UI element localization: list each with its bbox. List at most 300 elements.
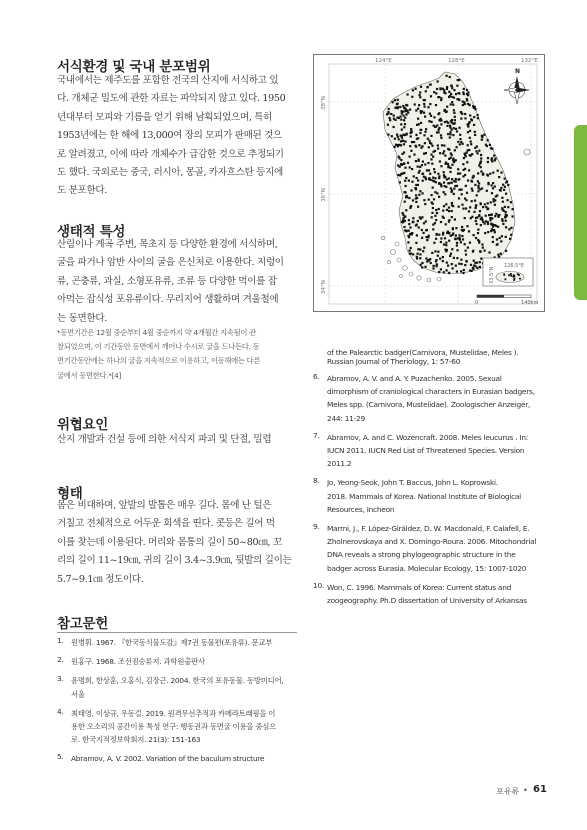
occurrence-point [496,243,498,245]
reference-item [313,476,545,516]
occurrence-point [423,134,425,136]
occurrence-point [418,160,420,162]
occurrence-point [443,91,445,93]
occurrence-point [507,199,509,201]
occurrence-point [501,218,503,220]
occurrence-point [442,152,444,154]
occurrence-point [459,234,461,236]
occurrence-point [406,196,408,198]
occurrence-point [470,180,472,182]
occurrence-point [444,185,446,187]
occurrence-point [477,190,479,192]
occurrence-point [437,148,439,150]
occurrence-point [440,237,442,239]
occurrence-point [448,240,450,242]
occurrence-point [388,108,390,110]
occurrence-point [440,137,442,139]
occurrence-point [401,110,403,112]
occurrence-point [420,86,422,88]
occurrence-point [460,241,462,243]
occurrence-point [450,187,452,189]
occurrence-point [500,253,502,255]
occurrence-point [496,238,498,240]
occurrence-point [411,96,413,98]
occurrence-point [404,201,406,203]
occurrence-point [491,184,493,186]
occurrence-point [483,223,485,225]
occurrence-point [507,184,509,186]
occurrence-point [451,204,453,206]
occurrence-point [473,260,475,262]
occurrence-point [445,161,447,163]
occurrence-point [448,219,450,221]
occurrence-point [487,161,489,163]
occurrence-point [418,226,420,228]
occurrence-point [473,234,475,236]
occurrence-point [415,146,417,148]
reference-text-line: 서울 [71,689,85,699]
occurrence-point [493,200,495,202]
occurrence-point [428,169,430,171]
occurrence-point [434,171,436,173]
occurrence-point [393,126,395,128]
jeju-occurrence-point [503,274,505,276]
occurrence-point [454,119,456,121]
occurrence-point [451,85,453,87]
occurrence-point [407,162,409,164]
occurrence-point [446,232,448,234]
reference-number: 8. [313,476,320,486]
occurrence-point [432,177,434,179]
occurrence-point [450,93,452,95]
occurrence-point [416,177,418,179]
occurrence-point [440,221,442,223]
occurrence-point [454,116,456,118]
jeju-occurrence-point [510,273,512,275]
occurrence-point [421,216,423,218]
references-divider [57,632,297,633]
occurrence-point [464,217,466,219]
occurrence-point [404,216,406,218]
occurrence-point [478,240,480,242]
occurrence-point [426,239,428,241]
occurrence-point [429,173,431,175]
occurrence-point [471,216,473,218]
occurrence-point [476,223,478,225]
occurrence-point [449,255,451,257]
occurrence-point [449,131,451,133]
occurrence-point [404,167,406,169]
habitat-line: 국내에서는 제주도를 포함한 전국의 산지에 서식하고 있 [57,75,279,86]
occurrence-point [409,145,411,147]
occurrence-point [460,111,462,113]
occurrence-point [411,168,413,170]
reference-text-line: DNA reveals a strong phylogeographic structure in the [327,550,516,560]
occurrence-point [469,137,471,139]
occurrence-point [491,160,493,162]
occurrence-point [461,235,463,237]
occurrence-point [407,241,409,243]
occurrence-point [417,166,419,168]
occurrence-point [427,162,429,164]
occurrence-point [467,149,469,151]
occurrence-point [442,88,444,90]
occurrence-point [438,127,440,129]
occurrence-point [422,192,424,194]
occurrence-point [434,177,436,179]
occurrence-point [419,96,421,98]
occurrence-point [427,86,429,88]
occurrence-point [430,135,432,137]
occurrence-point [419,91,421,93]
occurrence-point [464,153,466,155]
occurrence-point [457,173,459,175]
occurrence-point [496,194,498,196]
occurrence-point [443,145,445,147]
map-lon-label-124: 124°E [375,58,392,64]
occurrence-point [439,258,441,260]
occurrence-point [454,238,456,240]
occurrence-point [440,241,442,243]
occurrence-point [387,112,389,114]
occurrence-point [442,210,444,212]
occurrence-point [433,242,435,244]
occurrence-point [413,175,415,177]
occurrence-point [446,262,448,264]
occurrence-point [480,258,482,260]
occurrence-point [445,242,447,244]
occurrence-point [480,157,482,159]
occurrence-point [451,202,453,204]
occurrence-point [390,113,392,115]
occurrence-point [400,159,402,161]
occurrence-point [430,158,432,160]
occurrence-point [431,252,433,254]
occurrence-point [488,251,490,253]
occurrence-point [412,221,414,223]
occurrence-point [391,135,393,137]
occurrence-point [485,220,487,222]
occurrence-point [423,247,425,249]
occurrence-point [402,115,404,117]
occurrence-point [482,247,484,249]
occurrence-point [484,250,486,252]
occurrence-point [433,265,435,267]
occurrence-point [464,117,466,119]
occurrence-point [505,236,507,238]
occurrence-point [404,220,406,222]
occurrence-point [491,192,493,194]
reference-text-line: IUCN 2011. IUCN Red List of Threatened Species. Version [327,446,525,456]
reference-text-line: Abramov, A. and C. Wozencraft. 2008. Meles leucurus . In: [327,432,529,442]
occurrence-point [401,112,403,114]
occurrence-point [458,263,460,265]
occurrence-point [394,107,396,109]
occurrence-point [399,106,401,108]
reference-text-line: 윤명희, 한상훈, 오홍식, 김장근. 2004. 한국의 포유동물. 동방미디어, [71,676,284,686]
occurrence-point [416,124,418,126]
occurrence-point [417,206,419,208]
occurrence-point [440,268,442,270]
jeju-occurrence-point [519,278,521,280]
occurrence-point [451,210,453,212]
reference-number: 9. [313,522,320,532]
occurrence-point [406,133,408,135]
occurrence-point [467,179,469,181]
occurrence-point [443,205,445,207]
reference-item [313,522,545,575]
occurrence-point [489,217,491,219]
occurrence-point [454,149,456,151]
occurrence-point [450,157,452,159]
reference-text-line: Won, C. 1996. Mammals of Korea: Current status and [327,582,512,592]
ecology-line: 아먹는 잡식성 포유류이다. 무리지어 생활하며 겨울철에 [57,294,279,306]
occurrence-point [443,182,445,184]
occurrence-point [401,137,403,139]
occurrence-point [408,230,410,232]
occurrence-point [404,117,406,119]
occurrence-point [480,170,482,172]
reference-item [313,372,545,425]
occurrence-point [503,189,505,191]
occurrence-point [431,194,433,196]
occurrence-point [446,121,448,123]
occurrence-point [446,75,448,77]
jeju-inset [483,258,533,286]
occurrence-point [428,199,430,201]
occurrence-point [492,241,494,243]
occurrence-point [450,120,452,122]
reference-text-line: zoogeography. Ph.D dissertation of University of Arkansas [327,596,527,606]
morphology-heading: 형태 [57,486,83,502]
occurrence-point [447,265,449,267]
occurrence-point [504,206,506,208]
occurrence-point [437,80,439,82]
occurrence-point [456,146,458,148]
reference-number: 3. [57,674,64,684]
occurrence-point [476,262,478,264]
habitat-text [57,72,297,201]
occurrence-point [410,131,412,133]
north-label: N [515,68,521,75]
occurrence-point [412,89,414,91]
reference-number: 10. [313,580,325,590]
reference-text-line: Meles spp. (Carnivora, Mustelidae). Zoologischer Anzeiger, [327,400,531,410]
occurrence-point [510,227,512,229]
occurrence-point [425,257,427,259]
occurrence-point [449,136,451,138]
occurrence-point [501,235,503,237]
occurrence-point [448,210,450,212]
morphology-line: 몸은 비대하며, 앞발의 발톱은 매우 길다. 몸에 난 털은 [57,500,272,511]
occurrence-point [442,232,444,234]
occurrence-point [490,201,492,203]
occurrence-point [505,193,507,195]
occurrence-point [479,188,481,190]
occurrence-point [458,189,460,191]
reference-continuation-line: of the Palearctic badger(Carnivora, Mustelidae, Meles ). [327,348,519,357]
occurrence-point [452,228,454,230]
occurrence-point [487,202,489,204]
occurrence-point [446,269,448,271]
occurrence-point [423,103,425,105]
occurrence-point [437,251,439,253]
threats-text [57,431,297,449]
habitat-line: 년대부터 모피와 기름을 얻기 위해 남획되었으며, 특히 [57,111,273,123]
occurrence-point [500,187,502,189]
occurrence-point [452,234,454,236]
occurrence-point [458,197,460,199]
reference-continuation-line: Russian Journal of Theriology, 1: 57-60 [327,357,461,366]
occurrence-point [500,189,502,191]
occurrence-point [460,270,462,272]
occurrence-point [419,257,421,259]
occurrence-point [461,263,463,265]
occurrence-point [438,208,440,210]
occurrence-point [442,256,444,258]
occurrence-point [458,127,460,129]
occurrence-point [485,206,487,208]
occurrence-point [463,269,465,271]
occurrence-point [412,199,414,201]
occurrence-point [504,216,506,218]
occurrence-point [483,134,485,136]
occurrence-point [505,220,507,222]
occurrence-point [461,204,463,206]
occurrence-point [478,182,480,184]
occurrence-point [451,129,453,131]
map-lon-label-132: 132°E [521,58,538,64]
occurrence-point [508,228,510,230]
occurrence-point [437,144,439,146]
occurrence-point [399,116,401,118]
occurrence-point [449,76,451,78]
occurrence-point [417,108,419,110]
occurrence-point [489,144,491,146]
occurrence-point [402,219,404,221]
occurrence-point [412,253,414,255]
occurrence-point [443,176,445,178]
occurrence-point [407,93,409,95]
occurrence-point [466,192,468,194]
occurrence-point [434,215,436,217]
occurrence-point [506,180,508,182]
occurrence-point [409,166,411,168]
occurrence-point [474,184,476,186]
occurrence-point [466,152,468,154]
occurrence-point [424,131,426,133]
occurrence-point [450,103,452,105]
occurrence-point [441,144,443,146]
page-number: 61 [533,784,547,795]
occurrence-point [487,157,489,159]
occurrence-point [454,218,456,220]
occurrence-point [394,138,396,140]
occurrence-point [420,129,422,131]
occurrence-point [405,209,407,211]
occurrence-point [429,113,431,115]
occurrence-point [405,185,407,187]
occurrence-point [457,79,459,81]
occurrence-point [444,237,446,239]
occurrence-point [453,112,455,114]
occurrence-point [475,220,477,222]
occurrence-point [504,186,506,188]
occurrence-point [417,248,419,250]
occurrence-point [397,174,399,176]
occurrence-point [462,208,464,210]
occurrence-point [448,207,450,209]
occurrence-point [447,148,449,150]
occurrence-point [424,116,426,118]
occurrence-point [414,103,416,105]
occurrence-point [461,193,463,195]
occurrence-point [446,178,448,180]
occurrence-point [459,138,461,140]
occurrence-point [401,129,403,131]
occurrence-point [443,271,445,273]
occurrence-point [432,207,434,209]
occurrence-point [426,169,428,171]
occurrence-point [464,243,466,245]
reference-item [313,581,545,607]
occurrence-point [469,242,471,244]
occurrence-point [444,155,446,157]
occurrence-point [447,166,449,168]
occurrence-point [419,132,421,134]
occurrence-point [405,104,407,106]
occurrence-point [451,154,453,156]
occurrence-point [412,217,414,219]
ecology-heading: 생태적 특성 [57,224,126,240]
occurrence-point [469,114,471,116]
occurrence-point [472,251,474,253]
occurrence-point [440,123,442,125]
occurrence-point [475,237,477,239]
occurrence-point [460,141,462,143]
occurrence-point [397,99,399,101]
occurrence-point [480,218,482,220]
morphology-line: 리의 길이 11~19㎝, 귀의 길이 3.4~3.9㎝, 뒷발의 길이는 [57,555,292,567]
occurrence-point [413,141,415,143]
occurrence-point [410,253,412,255]
occurrence-point [502,184,504,186]
reference-item [57,655,297,668]
occurrence-point [433,180,435,182]
occurrence-point [444,193,446,195]
occurrence-point [462,163,464,165]
occurrence-point [445,111,447,113]
occurrence-point [488,214,490,216]
occurrence-point [479,261,481,263]
occurrence-point [512,215,514,217]
occurrence-point [428,235,430,237]
occurrence-point [434,191,436,193]
occurrence-point [396,134,398,136]
occurrence-point [466,89,468,91]
occurrence-point [446,209,448,211]
reference-item [57,752,297,765]
occurrence-point [397,164,399,166]
occurrence-point [462,104,464,106]
occurrence-point [510,201,512,203]
occurrence-point [432,187,434,189]
occurrence-point [402,111,404,113]
occurrence-point [466,99,468,101]
occurrence-point [451,189,453,191]
distribution-map-svg [313,54,545,312]
occurrence-point [448,177,450,179]
